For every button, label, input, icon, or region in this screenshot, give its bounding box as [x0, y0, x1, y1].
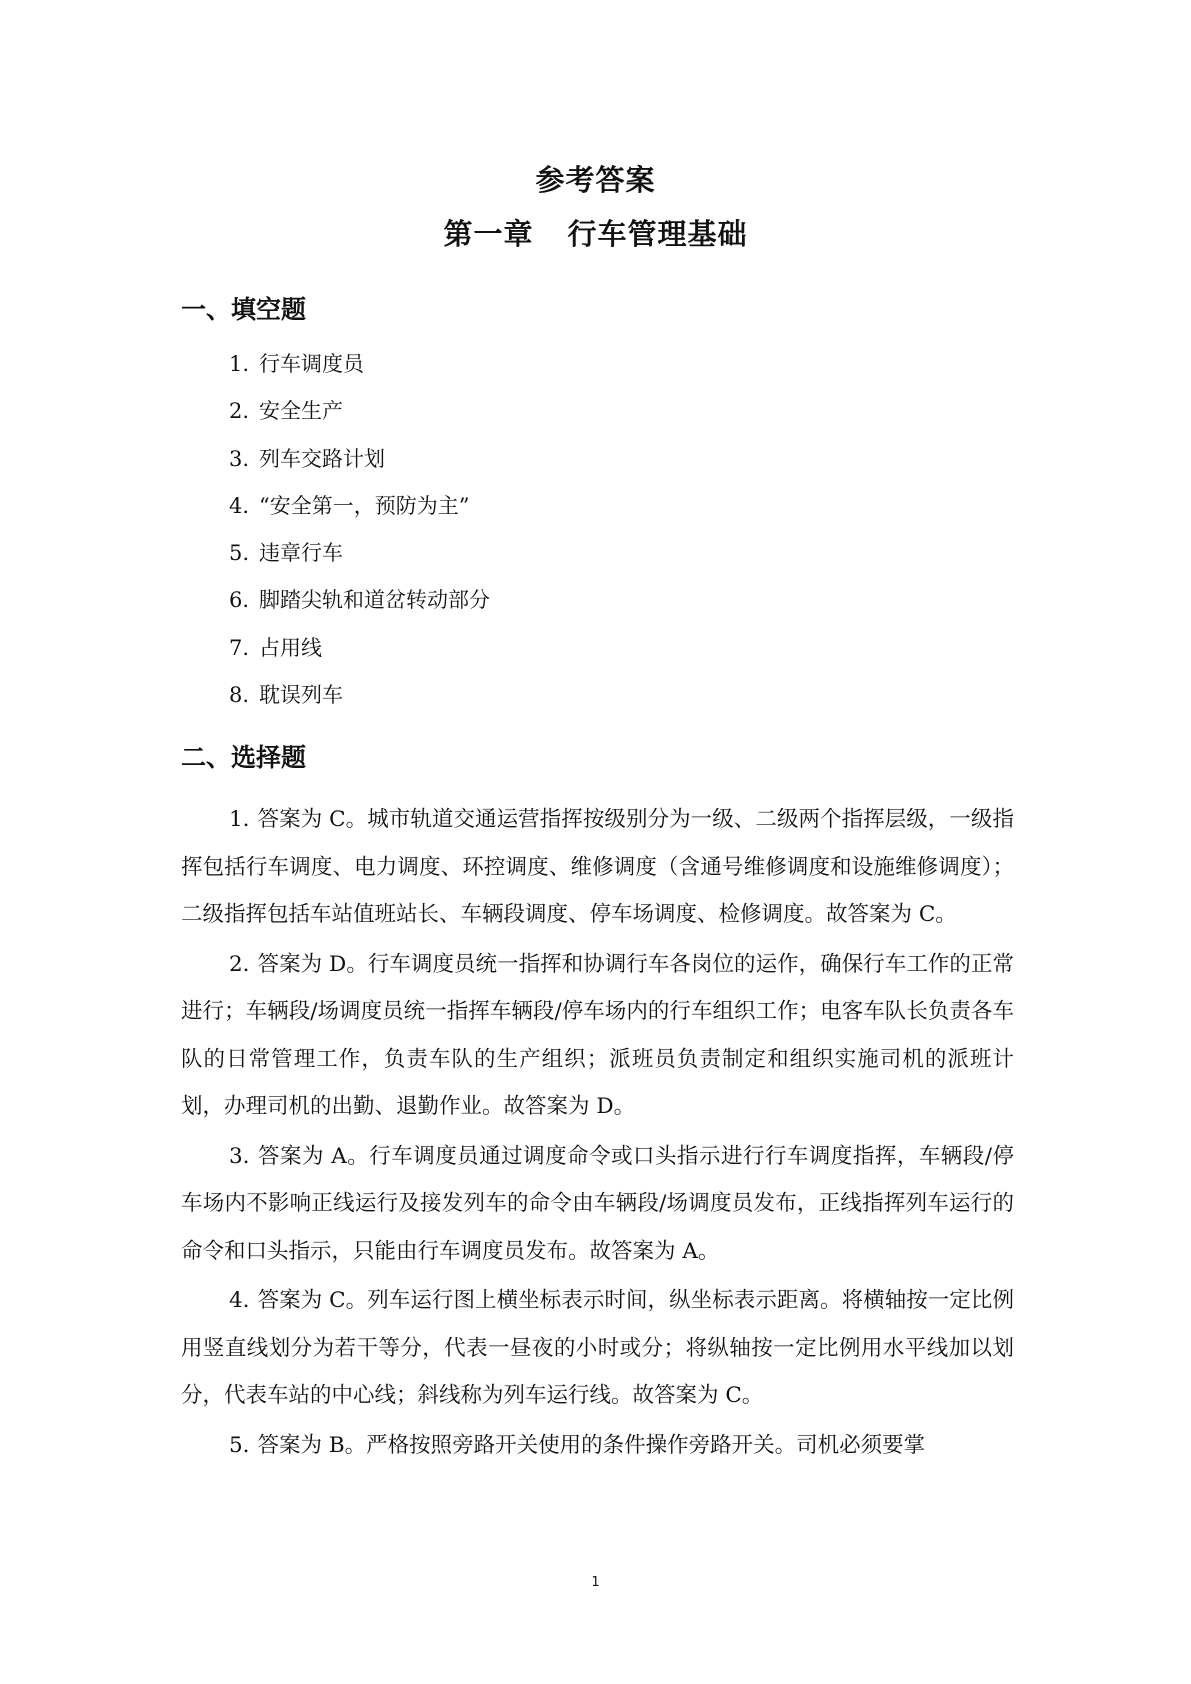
multiple-choice-answers: [181, 796, 1014, 1471]
item-text: 违章行车: [259, 541, 343, 566]
answer-number: 2.: [229, 951, 250, 977]
item-number: 2.: [229, 399, 250, 424]
item-text: 列车交路计划: [259, 446, 385, 471]
page-number: 1: [591, 1575, 600, 1590]
list-item: [229, 585, 490, 632]
list-item: [229, 491, 490, 538]
item-text: 脚踏尖轨和道岔转动部分: [259, 588, 490, 613]
list-item: [229, 538, 490, 585]
answer-number: 1.: [229, 807, 250, 832]
item-number: 7.: [229, 635, 250, 660]
item-text: 占用线: [259, 635, 322, 660]
chapter-title: [0, 212, 1191, 253]
item-text: 行车调度员: [259, 352, 364, 376]
answer-number: 5.: [229, 1432, 250, 1458]
item-number: 6.: [229, 588, 250, 613]
answer-paragraph: [181, 1133, 1014, 1276]
answer-paragraph: [181, 1422, 1014, 1470]
chapter-number: 第一章: [443, 217, 534, 251]
answer-number: 3.: [229, 1143, 250, 1169]
list-item: [229, 444, 490, 491]
item-number: 3.: [229, 446, 250, 471]
answer-text: 答案为 C。列车运行图上横坐标表示时间，纵坐标表示距离。将横轴按一定比例用竖直线划分为若干等分，代表一昼夜的小时或分；将纵轴按一定比例用水平线加以划分，代表车站的中心线；斜线称为列车运行线。故答案为 C。: [181, 1288, 1014, 1408]
answer-paragraph: [181, 941, 1014, 1131]
item-text: “安全第一，预防为主”: [259, 493, 470, 518]
answer-text: 答案为 C。城市轨道交通运营指挥按级别分为一级、二级两个指挥层级，一级指挥包括行车调度、电力调度、环控调度、维修调度（含通号维修调度和设施维修调度）；二级指挥包括车站值班站长、车辆段调度、停车场调度、检修调度。故答案为 C。: [181, 807, 1014, 927]
list-item: [229, 680, 490, 727]
answer-text: 答案为 D。行车调度员统一指挥和协调行车各岗位的运作，确保行车工作的正常进行；车辆段/场调度员统一指挥车辆段/停车场内的行车组织工作；电客车队长负责各车队的日常管理工作，负责车队的生产组织；派班员负责制定和组织实施司机的派班计划，办理司机的出勤、退勤作业。故答案为 D。: [181, 951, 1014, 1119]
answer-paragraph: [181, 1277, 1014, 1420]
item-text: 耽误列车: [259, 683, 343, 708]
item-number: 4.: [229, 493, 250, 518]
document-title: 参考答案: [535, 163, 656, 197]
section-heading-multiple-choice: 二、选择题: [181, 743, 307, 772]
fill-blank-answer-list: [229, 349, 490, 727]
answer-text: 答案为 B。严格按照旁路开关使用的条件操作旁路开关。司机必须要掌: [257, 1432, 926, 1458]
answer-number: 4.: [229, 1288, 250, 1313]
list-item: [229, 349, 490, 396]
answer-paragraph: [181, 796, 1014, 939]
section-heading-fill-blank: 一、填空题: [181, 295, 307, 324]
item-number: 5.: [229, 541, 250, 566]
item-number: 8.: [229, 683, 250, 708]
list-item: [229, 396, 490, 443]
answer-text: 答案为 A。行车调度员通过调度命令或口头指示进行行车调度指挥，车辆段/停车场内不影响正线运行及接发列车的命令由车辆段/场调度员发布，正线指挥列车运行的命令和口头指示，只能由行车调度员发布。故答案为 A。: [181, 1143, 1014, 1264]
item-number: 1.: [229, 352, 250, 376]
list-item: [229, 633, 490, 680]
item-text: 安全生产: [259, 399, 343, 424]
chapter-name: 行车管理基础: [567, 217, 748, 251]
